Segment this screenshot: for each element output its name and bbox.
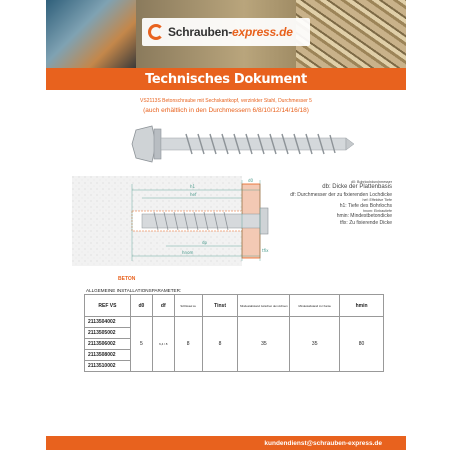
diagram-label-dp: dp — [202, 240, 208, 245]
ref-cell: 2113508002 — [85, 350, 131, 361]
title-band — [46, 68, 406, 90]
legend-item: h1: Tiefe des Bohrlochs — [339, 202, 392, 209]
logo — [142, 18, 310, 46]
logo-icon — [148, 24, 164, 40]
d0-cell: 5 — [130, 317, 152, 372]
col-hmin: hmin — [340, 295, 384, 317]
params-table — [84, 294, 384, 372]
diagram-label-h1: h1 — [190, 184, 196, 189]
ref-cell: 2113510002 — [85, 361, 131, 372]
params-title: ALLGEMEINE INSTALLATIONSPARAMETER: — [86, 288, 182, 293]
ref-cell: 2113505002 — [85, 328, 131, 339]
col-d0: d0 — [130, 295, 152, 317]
screw-image — [126, 120, 356, 168]
installation-diagram — [72, 176, 272, 276]
legend-item: hmin: Mindestbetondicke — [336, 213, 392, 220]
legend — [262, 180, 392, 226]
axis-cell: 35 — [238, 317, 290, 372]
col-edge: Mindestabstand zur Kante — [290, 295, 340, 317]
col-axis: Mindestabstand zwischen den Achsen — [238, 295, 290, 317]
table-header-row — [85, 295, 384, 317]
df-cell: 6,4 / 8 — [152, 317, 174, 372]
legend-item: d0: Bohrlochdurchmesser — [351, 180, 392, 184]
diagram-label-d0: d0 — [248, 178, 254, 183]
col-ref: REF VS — [85, 295, 131, 317]
screws-photo — [296, 0, 406, 68]
diagram-label-tfix: tfix — [262, 248, 269, 253]
logo-accent: express.de — [232, 25, 293, 39]
legend-item: hef: Effektive Tiefe — [362, 198, 392, 203]
tinst-cell: 8 — [202, 317, 238, 372]
beton-label: BETON — [118, 276, 136, 282]
legend-item: df: Durchmesser der zu fixierenden Lochdicke — [290, 191, 392, 198]
ref-cell: 2113506002 — [85, 339, 131, 350]
col-su: Schlüssel su — [174, 295, 202, 317]
tools-photo — [46, 0, 136, 68]
table-row — [85, 317, 384, 328]
hmin-cell: 80 — [340, 317, 384, 372]
legend-item: tfix: Zu fixierende Dicke — [340, 219, 392, 226]
footer — [46, 436, 406, 450]
col-df: df — [152, 295, 174, 317]
availability-note: (auch erhältlich in den Durchmessern 6/8/10/12/14/16/18) — [143, 107, 309, 114]
edge-cell: 35 — [290, 317, 340, 372]
diagram-label-hef: hef — [190, 192, 197, 197]
header-banner — [46, 0, 406, 68]
logo-main: Schrauben- — [168, 25, 233, 39]
page-title: Technisches Dokument — [145, 71, 307, 87]
col-tinst: Tinst — [202, 295, 238, 317]
legend-item: db: Dicke der Plattenbasis — [322, 184, 392, 191]
su-cell: 8 — [174, 317, 202, 372]
document-page — [46, 0, 406, 452]
ref-cell: 2113504002 — [85, 317, 131, 328]
support-email[interactable]: kundendienst@schrauben-express.de — [264, 439, 382, 447]
legend-item: hnom: Einbautiefe — [363, 208, 392, 213]
product-subtitle: VS2113S Betonschraube mit Sechskantkopf, verzinkter Stahl, Durchmesser 5 — [140, 98, 312, 104]
diagram-label-hnom: hnom — [182, 250, 194, 255]
